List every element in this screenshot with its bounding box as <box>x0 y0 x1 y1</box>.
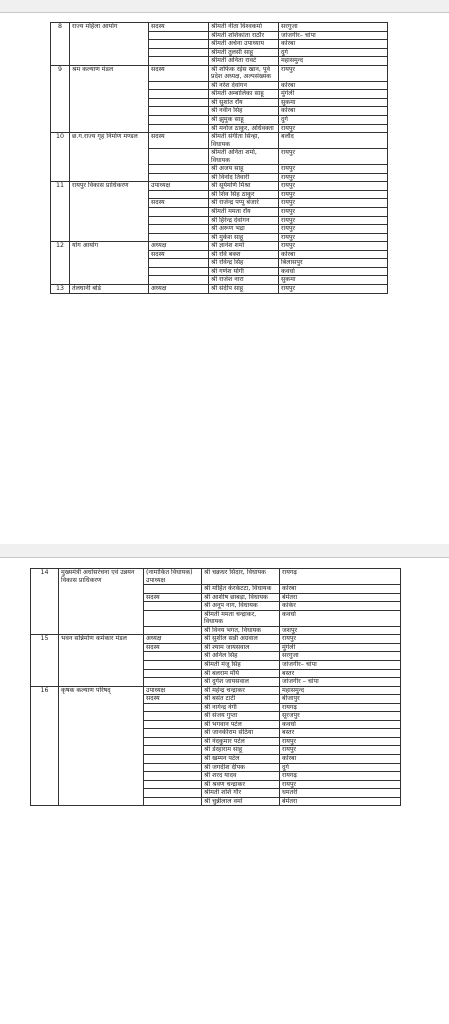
member-name: श्री जगदीश दीपक <box>202 763 280 772</box>
member-name: श्री रवि बक्श <box>209 250 279 259</box>
member-name: श्री महेन्द्र चन्द्राकर <box>202 686 280 695</box>
serial-number: 8 <box>51 23 70 66</box>
post-cell <box>149 165 209 174</box>
member-name: श्री नंदकुमार पटेल <box>202 737 280 746</box>
member-name: श्री शफिक रईस खान, पूर्व प्रदेश अध्यक्ष, अल्पसंख्यक <box>209 65 279 81</box>
member-name: श्री मोहित केरकेटटा, विधायक <box>202 585 280 594</box>
district-cell: दुर्ग <box>280 763 401 772</box>
member-name: श्री संदीप साहू <box>209 284 279 293</box>
organization-name: श्रम कल्याण मंडल <box>70 65 149 132</box>
top-band <box>0 0 449 12</box>
post-cell: अध्यक्ष <box>144 635 202 644</box>
member-name: श्रीमती शशि गौर <box>202 789 280 798</box>
district-cell: बीजापुर <box>280 695 401 704</box>
district-cell: कोरबा <box>279 250 388 259</box>
district-cell: कोरबा <box>279 40 388 49</box>
post-cell <box>144 602 202 611</box>
district-cell: रायपुर <box>279 65 388 81</box>
district-cell: रायपुर <box>279 284 388 293</box>
member-name: श्री विनोद तिवारी <box>209 173 279 182</box>
member-name: श्री सुशांत राॅय <box>209 98 279 107</box>
post-cell <box>144 585 202 594</box>
post-cell <box>149 173 209 182</box>
table-row <box>51 133 388 149</box>
member-name: श्री राजेश नारा <box>209 276 279 285</box>
table-row <box>31 569 401 585</box>
member-name: श्री झुमुक साहू <box>209 116 279 125</box>
post-cell <box>149 149 209 165</box>
district-cell: कवर्धा <box>280 720 401 729</box>
member-name: श्री राजेन्द्र पप्पू बंजारे <box>209 199 279 208</box>
district-cell: रायपुर <box>280 635 401 644</box>
member-name: श्रीमती तुलसी साहू <box>209 48 279 57</box>
post-cell: उपाध्यक्ष <box>149 182 209 191</box>
district-cell: रायपुर <box>279 173 388 182</box>
district-cell: सरगुजा <box>279 23 388 32</box>
district-cell: रायपुर <box>279 233 388 242</box>
member-name: श्री मनोज ठाकुर, अधिवक्ता <box>209 124 279 133</box>
post-cell <box>144 746 202 755</box>
member-name: श्री नागेन्द्र नेगी <box>202 703 280 712</box>
middle-band <box>0 544 449 558</box>
appointments-table-page-1 <box>50 22 388 294</box>
member-name: श्री नरेश देवांगन <box>209 81 279 90</box>
post-cell <box>149 98 209 107</box>
member-name: श्रीमती शशिकांता राठौर <box>209 31 279 40</box>
district-cell: कोरबा <box>279 107 388 116</box>
serial-number: 15 <box>31 635 59 686</box>
district-cell: जांजगीर– चांपा <box>280 661 401 670</box>
post-cell <box>149 233 209 242</box>
organization-name: छ.ग.राज्य गृह निर्माण मण्डल <box>70 133 149 182</box>
district-cell: मुंगेली <box>279 90 388 99</box>
appointments-table-page-2 <box>30 568 401 806</box>
post-cell <box>144 755 202 764</box>
post-cell <box>149 81 209 90</box>
district-cell: बस्तर <box>280 669 401 678</box>
organization-name: कृषक कल्याण परिषद् <box>59 686 144 806</box>
post-cell <box>149 225 209 234</box>
member-name: श्रीमती अर्चना उपाध्याय <box>209 40 279 49</box>
table-row <box>51 284 388 293</box>
member-name: श्री रविन्द्र सिंह <box>209 259 279 268</box>
district-cell: बिलासपुर <box>279 259 388 268</box>
district-cell: मुंगेली <box>280 643 401 652</box>
serial-number: 11 <box>51 182 70 242</box>
district-cell: रायपुर <box>279 216 388 225</box>
post-cell <box>144 729 202 738</box>
member-name: श्री नवीन सिंह <box>209 107 279 116</box>
post-cell <box>144 712 202 721</box>
district-cell: दुर्ग <box>279 48 388 57</box>
table-row <box>31 686 401 695</box>
district-cell: रायगढ़ <box>280 772 401 781</box>
district-cell: रायपुर <box>279 182 388 191</box>
district-cell: रायपुर <box>279 242 388 251</box>
post-cell <box>144 720 202 729</box>
serial-number: 12 <box>51 242 70 285</box>
post-cell <box>144 610 202 626</box>
member-name: श्री गणेश योगी <box>209 267 279 276</box>
district-cell: महासमुन्द <box>279 57 388 66</box>
post-cell: सदस्य <box>149 65 209 81</box>
member-name: श्री सुशील सन्नी अग्रवाल <box>202 635 280 644</box>
member-name: श्री बसंत टाटी <box>202 695 280 704</box>
serial-number: 9 <box>51 65 70 132</box>
post-cell <box>149 124 209 133</box>
organization-name: भवन सन्निर्माण कर्मकार मंडल <box>59 635 144 686</box>
post-cell <box>144 737 202 746</box>
member-name: श्रीमती नीता विश्वकर्मा <box>209 23 279 32</box>
post-cell <box>144 678 202 687</box>
organization-name: तेलघानी बोर्ड <box>70 284 149 293</box>
post-cell <box>149 267 209 276</box>
member-name: श्री शरद यादव <box>202 772 280 781</box>
organization-name: मुख्यमंत्री अधोसरंचना एवं उन्नयन विकास प्राधिकरण <box>59 569 144 635</box>
member-name: श्री मुकेश साहू <box>209 233 279 242</box>
table-row <box>51 182 388 191</box>
post-cell <box>144 780 202 789</box>
district-cell: कोरबा <box>279 81 388 90</box>
post-cell <box>144 669 202 678</box>
member-name: श्री जानकीराम सेठिया <box>202 729 280 738</box>
district-cell: बस्तर <box>280 729 401 738</box>
post-cell: उपाध्यक्ष <box>144 686 202 695</box>
district-cell: दुर्ग <box>279 116 388 125</box>
serial-number: 13 <box>51 284 70 293</box>
post-cell <box>144 789 202 798</box>
district-cell: रायपुर <box>279 199 388 208</box>
table-row <box>51 65 388 81</box>
serial-number: 14 <box>31 569 59 635</box>
district-cell: रायपुर <box>280 780 401 789</box>
member-name: श्री अजय साहू <box>209 165 279 174</box>
post-cell <box>149 259 209 268</box>
district-cell: कांकेर <box>280 602 401 611</box>
member-name: श्री हिरेन्द्र देवांगन <box>209 216 279 225</box>
member-name: श्री भगवान पटेल <box>202 720 280 729</box>
district-cell: रायगढ़ <box>280 703 401 712</box>
member-name: श्री बलराम मौर्य <box>202 669 280 678</box>
organization-name: राज्य महिला आयोग <box>70 23 149 66</box>
post-cell: सदस्य <box>149 23 209 32</box>
district-cell: बलौद <box>279 133 388 149</box>
member-name: श्री चक्रधर सिदार, विधायक <box>202 569 280 585</box>
post-cell: अध्यक्ष <box>149 284 209 293</box>
post-cell: सदस्य <box>149 199 209 208</box>
member-name: श्री खम्मन पटेल <box>202 755 280 764</box>
post-cell: सदस्य <box>144 593 202 602</box>
post-cell <box>149 31 209 40</box>
post-cell: सदस्य <box>144 695 202 704</box>
district-cell: सुकमा <box>279 276 388 285</box>
post-cell <box>144 797 202 806</box>
district-cell: रायपुर <box>279 208 388 217</box>
post-cell <box>149 208 209 217</box>
member-name: श्री संजय गुप्ता <box>202 712 280 721</box>
organization-name: रायपुर विकास प्राधिकरण <box>70 182 149 242</box>
district-cell: सरगुजा <box>280 652 401 661</box>
district-cell: सुकमा <box>279 98 388 107</box>
member-name: श्री अरूण भद्रा <box>209 225 279 234</box>
page-divider <box>0 12 449 13</box>
post-cell <box>144 703 202 712</box>
table-row <box>51 23 388 32</box>
district-cell: रायपुर <box>279 225 388 234</box>
post-cell: (नामांकित विधायक) उपाध्यक्ष <box>144 569 202 585</box>
serial-number: 16 <box>31 686 59 806</box>
member-name: श्री ज्ञानेश शर्मा <box>209 242 279 251</box>
district-cell: रायपुर <box>279 190 388 199</box>
district-cell: धमतरी <box>280 789 401 798</box>
member-name: श्रीमती संगीता सिन्हा, विधायक <box>209 133 279 149</box>
post-cell <box>144 652 202 661</box>
district-cell: सूरजपुर <box>280 712 401 721</box>
district-cell: रायपुर <box>280 737 401 746</box>
district-cell: रायगढ़ <box>280 569 401 585</box>
district-cell: जांजगीर– चांपा <box>279 31 388 40</box>
member-name: श्रीमती ममता राॅय <box>209 208 279 217</box>
district-cell: जशपुर <box>280 626 401 635</box>
post-cell: सदस्य <box>144 643 202 652</box>
district-cell: बेमेतरा <box>280 797 401 806</box>
member-name: श्री श्याम जायसवाल <box>202 643 280 652</box>
post-cell: अध्यक्ष <box>149 242 209 251</box>
post-cell <box>144 626 202 635</box>
member-name: श्री दुर्गेश जायसवाल <box>202 678 280 687</box>
post-cell <box>149 48 209 57</box>
table-row <box>51 242 388 251</box>
post-cell <box>144 763 202 772</box>
post-cell <box>149 276 209 285</box>
post-cell <box>149 107 209 116</box>
district-cell: महासमुन्द <box>280 686 401 695</box>
district-cell: रायपुर <box>279 165 388 174</box>
member-name: श्री अनूप नाग, विधायक <box>202 602 280 611</box>
table-row <box>31 635 401 644</box>
post-cell <box>149 190 209 199</box>
post-cell <box>149 40 209 49</box>
post-cell <box>144 772 202 781</box>
district-cell: कोरबा <box>280 585 401 594</box>
member-name: श्री आशीष छाबड़ा, विधायक <box>202 593 280 602</box>
post-cell <box>144 661 202 670</box>
district-cell: रायपुर <box>279 149 388 165</box>
district-cell: रायपुर <box>279 124 388 133</box>
district-cell: जांजगीर – चांपा <box>280 678 401 687</box>
post-cell <box>149 216 209 225</box>
post-cell <box>149 116 209 125</box>
organization-name: योग आयोग <box>70 242 149 285</box>
post-cell <box>149 90 209 99</box>
district-cell: रायपुर <box>280 746 401 755</box>
post-cell: सदस्य <box>149 250 209 259</box>
member-name: श्री विनय भगत, विधायक <box>202 626 280 635</box>
member-name: श्रीमती अनिता रावटे <box>209 57 279 66</box>
post-cell <box>149 57 209 66</box>
district-cell: बेमेतरा <box>280 593 401 602</box>
member-name: श्रीमती अनिता शर्मा, विधायक <box>209 149 279 165</box>
member-name: श्रीमती अम्बालिका साहू <box>209 90 279 99</box>
bottom-margin <box>0 1016 449 1024</box>
member-name: श्री श्रवण चन्द्राकर <box>202 780 280 789</box>
serial-number: 10 <box>51 133 70 182</box>
member-name: श्री चुन्नीलाल वर्मा <box>202 797 280 806</box>
district-cell: कवर्धा <box>279 267 388 276</box>
member-name: श्रीमती मंजू सिंह <box>202 661 280 670</box>
member-name: श्री शिव सिंह ठाकुर <box>209 190 279 199</box>
member-name: श्री डेरहाराम साहू <box>202 746 280 755</box>
member-name: श्री अनिल सिंह <box>202 652 280 661</box>
post-cell: सदस्य <box>149 133 209 149</box>
member-name: श्रीमती ममता चन्द्राकर, विधायक <box>202 610 280 626</box>
member-name: श्री सूर्यमणि मिश्रा <box>209 182 279 191</box>
district-cell: कोरबा <box>280 755 401 764</box>
district-cell: कवर्धा <box>280 610 401 626</box>
